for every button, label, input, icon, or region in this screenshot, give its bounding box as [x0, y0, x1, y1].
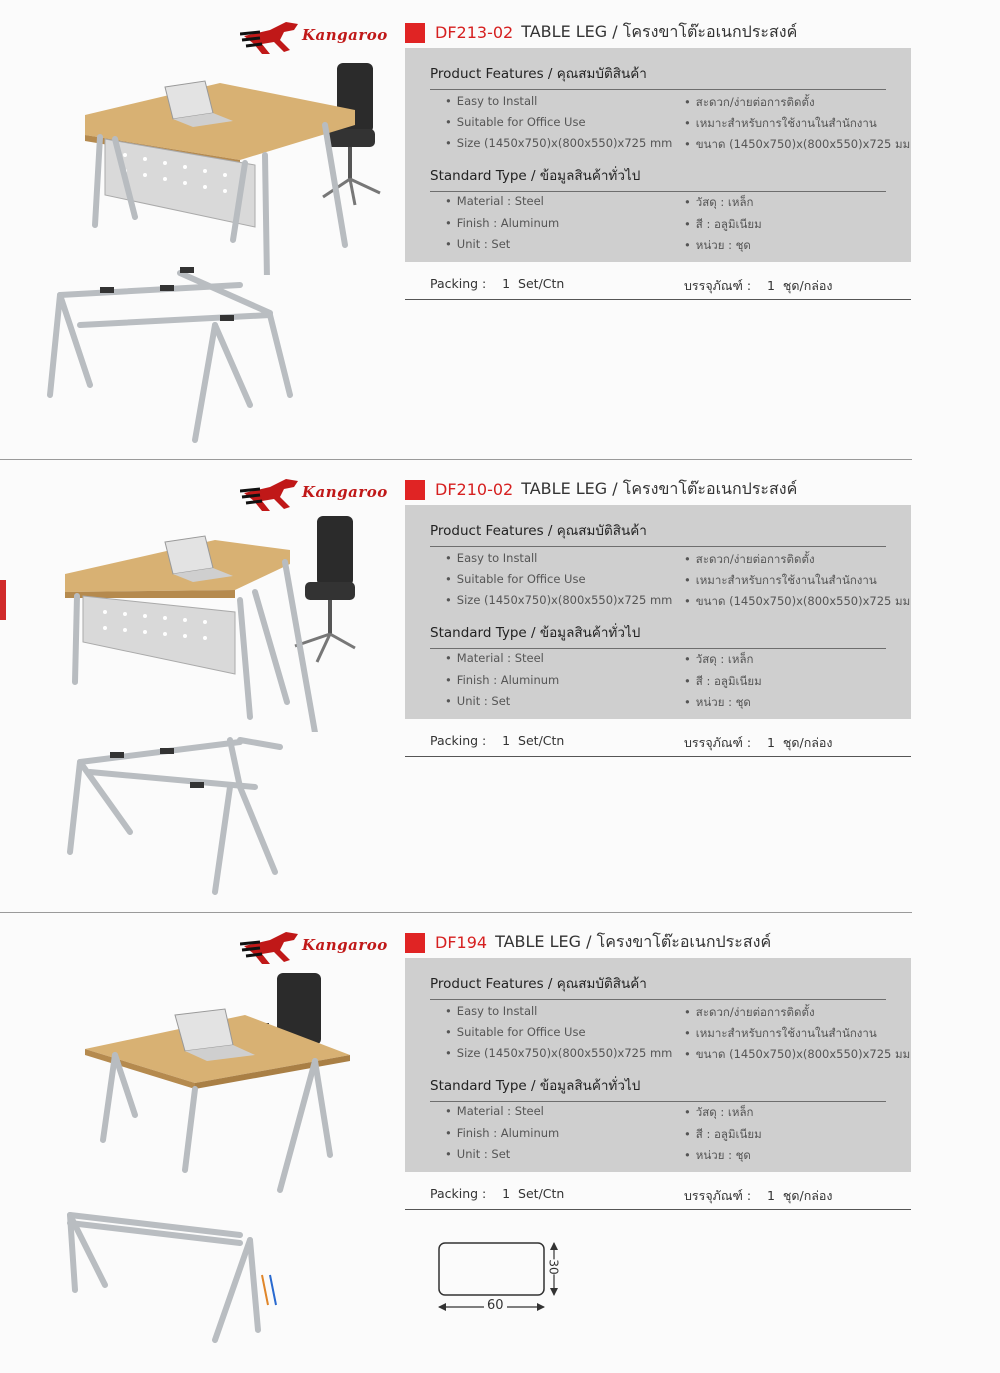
standard-th: • หน่วย : ชุด	[684, 1148, 751, 1162]
feature-th: • ขนาด (1450x750)x(800x550)x725 มม	[684, 594, 911, 608]
feature-en: • Suitable for Office Use	[445, 1025, 586, 1039]
feature-en: • Size (1450x750)x(800x550)x725 mm	[445, 136, 673, 150]
standard-th: • หน่วย : ชุด	[684, 695, 751, 709]
spec-panel	[405, 505, 911, 719]
leg-frame-illustration	[40, 712, 320, 912]
standard-en: • Unit : Set	[445, 1147, 511, 1161]
leg-frame-illustration	[40, 255, 320, 455]
feature-th: • เหมาะสำหรับการใช้งานในสำนักงาน	[684, 116, 877, 130]
standard-en: • Finish : Aluminum	[445, 216, 560, 230]
packing-divider	[405, 1209, 911, 1210]
features-heading: Product Features / คุณสมบัติสินค้า	[430, 972, 886, 1000]
dimension-diagram	[436, 1238, 566, 1318]
standard-th: • สี : อลูมิเนียม	[684, 1127, 762, 1141]
kangaroo-logo	[240, 16, 390, 58]
red-square-icon	[405, 933, 425, 953]
feature-en: • Suitable for Office Use	[445, 115, 586, 129]
packing-divider	[405, 756, 911, 757]
standard-en: • Finish : Aluminum	[445, 673, 560, 687]
feature-en: • Easy to Install	[445, 94, 538, 108]
spec-panel	[405, 958, 911, 1172]
packing-th: บรรจุภัณฑ์ : 1 ชุด/กล่อง	[684, 735, 833, 750]
standard-en: • Material : Steel	[445, 1104, 544, 1118]
product-header	[405, 930, 771, 956]
kangaroo-icon	[240, 926, 310, 968]
standard-en: • Unit : Set	[445, 694, 511, 708]
feature-th: • ขนาด (1450x750)x(800x550)x725 มม	[684, 1047, 911, 1061]
brand-name: Kangaroo	[302, 26, 388, 44]
feature-th: • สะดวก/ง่ายต่อการติดตั้ง	[684, 1005, 815, 1019]
standard-th: • วัสดุ : เหล็ก	[684, 195, 754, 209]
product-title: TABLE LEG / โครงขาโต๊ะอเนกประสงค์	[521, 22, 798, 41]
l-desk-illustration	[55, 55, 385, 275]
feature-en: • Size (1450x750)x(800x550)x725 mm	[445, 1046, 673, 1060]
standard-en: • Material : Steel	[445, 651, 544, 665]
packing-th: บรรจุภัณฑ์ : 1 ชุด/กล่อง	[684, 278, 833, 293]
packing-th: บรรจุภัณฑ์ : 1 ชุด/กล่อง	[684, 1188, 833, 1203]
standard-en: • Finish : Aluminum	[445, 1126, 560, 1140]
kangaroo-icon	[240, 16, 310, 58]
desk-illustration	[55, 965, 385, 1195]
standard-th: • สี : อลูมิเนียม	[684, 217, 762, 231]
kangaroo-icon	[240, 473, 310, 515]
leg-frame-illustration	[40, 1165, 320, 1345]
spec-panel	[405, 48, 911, 262]
kangaroo-logo	[240, 473, 390, 515]
product-title: TABLE LEG / โครงขาโต๊ะอเนกประสงค์	[495, 932, 772, 951]
red-square-icon	[405, 23, 425, 43]
dimension-width-label: 60	[484, 1298, 507, 1313]
product-title: TABLE LEG / โครงขาโต๊ะอเนกประสงค์	[521, 479, 798, 498]
packing-divider	[405, 299, 911, 300]
standard-en: • Material : Steel	[445, 194, 544, 208]
features-heading: Product Features / คุณสมบัติสินค้า	[430, 62, 886, 90]
brand-name: Kangaroo	[302, 936, 388, 954]
product-header	[405, 20, 797, 46]
red-square-icon	[405, 480, 425, 500]
packing-en: Packing : 1 Set/Ctn	[430, 1186, 565, 1201]
standard-en: • Unit : Set	[445, 237, 511, 251]
dimension-height-label: 30	[546, 1259, 561, 1275]
product-code: DF213-02	[435, 23, 514, 42]
product-header	[405, 477, 797, 503]
features-heading: Product Features / คุณสมบัติสินค้า	[430, 519, 886, 547]
product-section-df210-02	[0, 457, 1000, 907]
feature-th: • สะดวก/ง่ายต่อการติดตั้ง	[684, 95, 815, 109]
feature-th: • เหมาะสำหรับการใช้งานในสำนักงาน	[684, 573, 877, 587]
product-code: DF210-02	[435, 480, 514, 499]
l-desk-illustration	[55, 512, 385, 732]
packing-en: Packing : 1 Set/Ctn	[430, 733, 565, 748]
standard-th: • หน่วย : ชุด	[684, 238, 751, 252]
brand-name: Kangaroo	[302, 483, 388, 501]
kangaroo-logo	[240, 926, 390, 968]
packing-en: Packing : 1 Set/Ctn	[430, 276, 565, 291]
standard-heading: Standard Type / ข้อมูลสินค้าทั่วไป	[430, 1074, 886, 1102]
standard-th: • วัสดุ : เหล็ก	[684, 652, 754, 666]
feature-en: • Size (1450x750)x(800x550)x725 mm	[445, 593, 673, 607]
feature-en: • Easy to Install	[445, 1004, 538, 1018]
product-section-df213-02	[0, 0, 1000, 450]
standard-heading: Standard Type / ข้อมูลสินค้าทั่วไป	[430, 621, 886, 649]
standard-th: • สี : อลูมิเนียม	[684, 674, 762, 688]
feature-en: • Suitable for Office Use	[445, 572, 586, 586]
product-code: DF194	[435, 933, 488, 952]
feature-th: • ขนาด (1450x750)x(800x550)x725 มม	[684, 137, 911, 151]
standard-th: • วัสดุ : เหล็ก	[684, 1105, 754, 1119]
feature-en: • Easy to Install	[445, 551, 538, 565]
feature-th: • สะดวก/ง่ายต่อการติดตั้ง	[684, 552, 815, 566]
feature-th: • เหมาะสำหรับการใช้งานในสำนักงาน	[684, 1026, 877, 1040]
standard-heading: Standard Type / ข้อมูลสินค้าทั่วไป	[430, 164, 886, 192]
